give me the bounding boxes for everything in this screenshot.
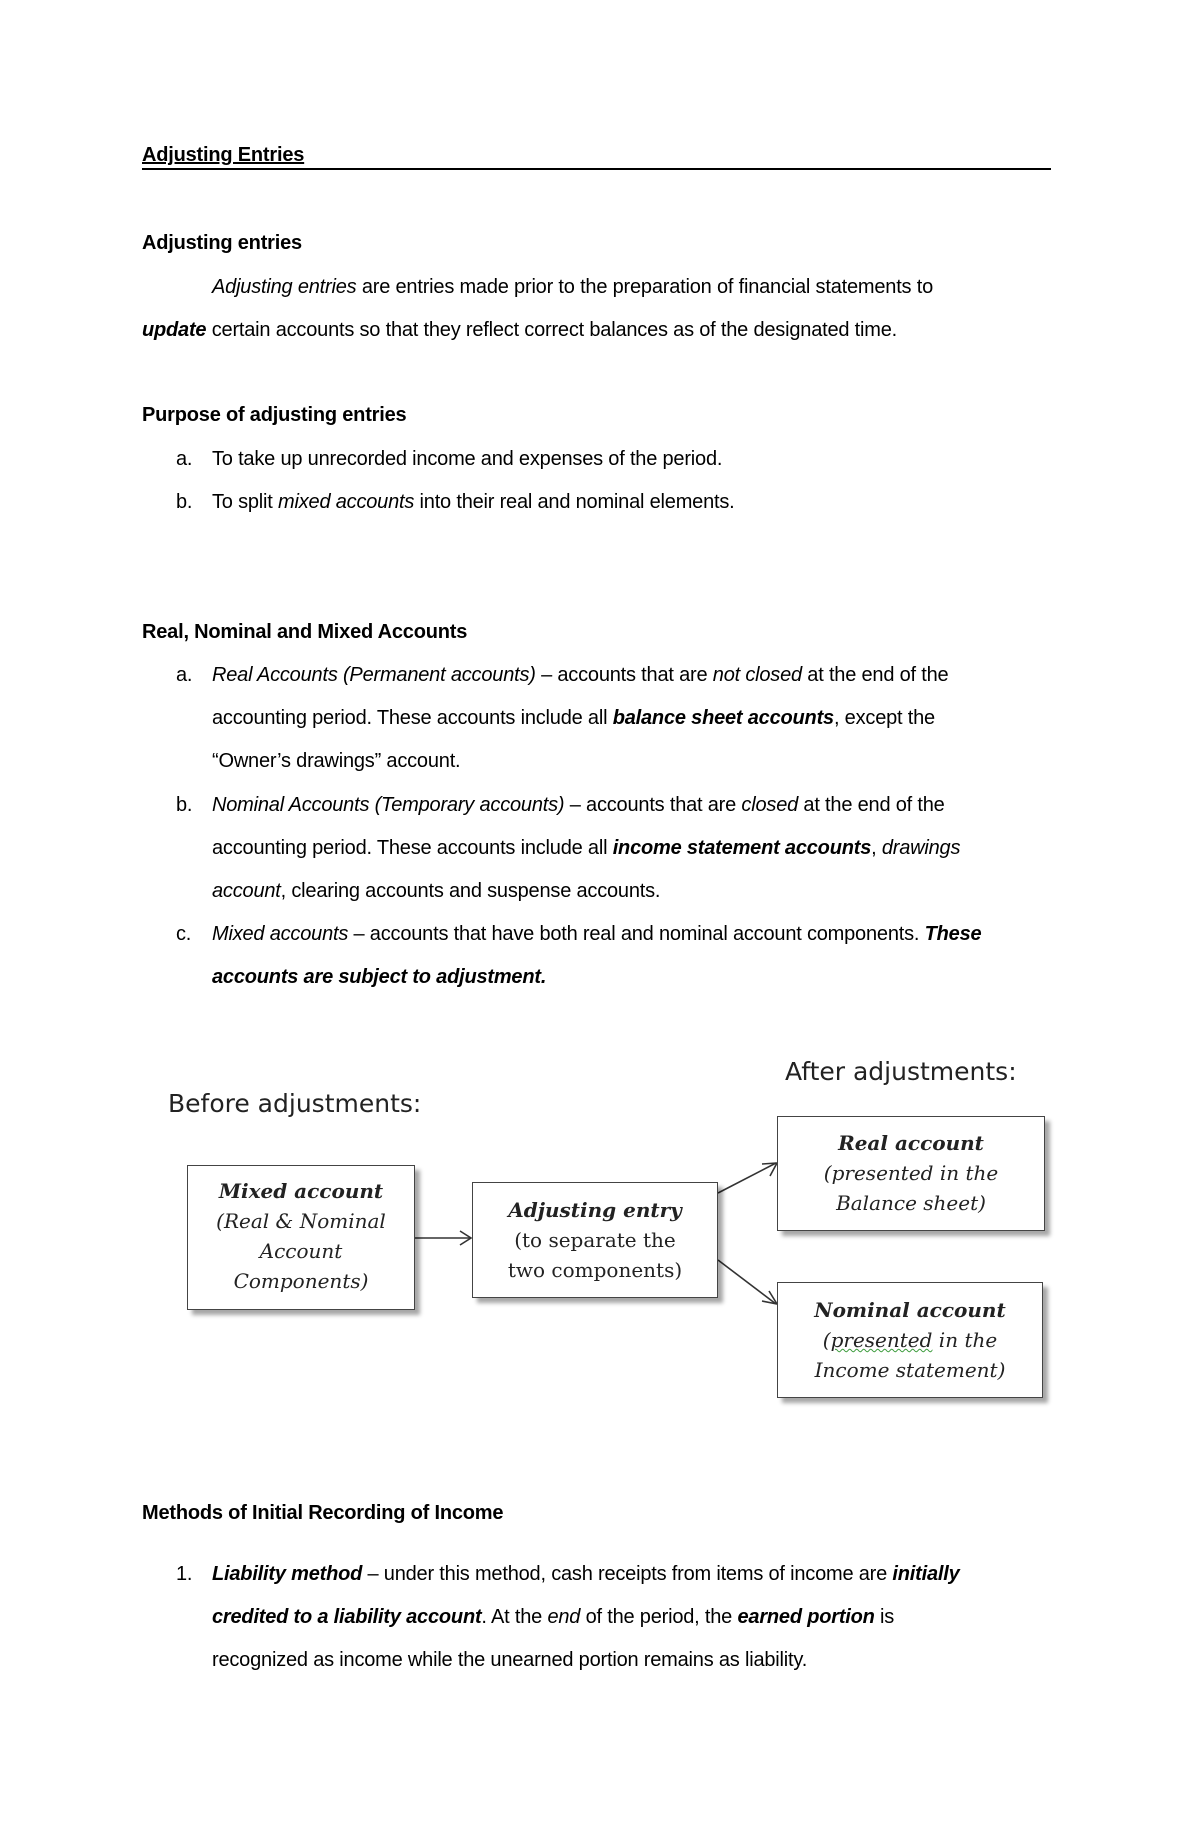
section-heading-adjusting-entries: Adjusting entries [142,232,302,254]
numbered-item-liability-line2 [212,1596,894,1639]
adjusting-entry-box [472,1182,718,1298]
box-title: Adjusting entry [508,1198,682,1222]
term-account: account [212,880,281,902]
box-line: (to separate the [514,1228,676,1252]
term-initially: initially [892,1563,960,1585]
list-marker: c. [176,923,192,945]
box-title: Real account [838,1131,984,1155]
text-fragment: in the [932,1328,998,1352]
term-not-closed: not closed [712,664,802,686]
section-heading-methods: Methods of Initial Recording of Income [142,1502,504,1524]
term-mixed-accounts: mixed accounts [278,491,415,513]
text-fragment: accounting period. These accounts include all [212,707,613,729]
section-heading-accounts: Real, Nominal and Mixed Accounts [142,621,468,643]
box-line: Income statement) [814,1358,1006,1382]
term-liability-method: Liability method [212,1563,363,1585]
emphasis-text: These [924,923,982,945]
text-fragment: , except the [833,707,935,729]
section-heading-purpose: Purpose of adjusting entries [142,404,407,426]
list-marker: a. [176,448,193,470]
definition-text-2: certain accounts so that they reflect correct balances as of the designated time. [206,319,898,341]
term-income-statement-accounts: income statement accounts [612,837,872,859]
box-line: Account [259,1239,343,1263]
list-item-text [212,1553,960,1596]
text-fragment: . At the [481,1606,548,1628]
list-marker: 1. [176,1563,193,1585]
text-fragment: accounting period. These accounts include all [212,837,613,859]
arrow-adjusting-to-real [718,1163,776,1193]
term-mixed-accounts: Mixed accounts [212,923,349,945]
text-fragment: , [871,837,882,859]
document-title: Adjusting Entries [142,144,305,166]
text-fragment: into their real and nominal elements. [414,491,735,513]
term-closed: closed [741,794,799,816]
nominal-account-box [777,1282,1043,1398]
list-marker: a. [176,664,193,686]
box-line: (Real & Nominal [216,1209,386,1233]
term-end: end [547,1606,581,1628]
box-line: Balance sheet) [836,1191,986,1215]
box-title: Nominal account [814,1298,1006,1322]
list-item-text: To take up unrecorded income and expenses of the period. [212,448,723,470]
text-fragment: To split [212,491,279,513]
list-item-real-line3: “Owner’s drawings” account. [212,750,461,772]
box-title: Mixed account [218,1179,384,1203]
term-earned-portion: earned portion [737,1606,875,1628]
text-fragment: – under this method, cash receipts from items of income are [362,1563,893,1585]
term-nominal-accounts: Nominal Accounts (Temporary accounts) [212,794,565,816]
term-drawings: drawings [881,837,961,859]
text-fragment: – accounts that are [535,664,713,686]
list-marker: b. [176,491,193,513]
text-fragment: of the period, the [580,1606,738,1628]
list-marker: b. [176,794,193,816]
box-line [778,1325,1042,1355]
term-balance-sheet-accounts: balance sheet accounts [612,707,834,729]
box-line: Components) [233,1269,369,1293]
box-line: two components) [507,1258,683,1282]
arrow-adjusting-to-nominal [718,1260,776,1304]
real-account-box [777,1116,1045,1231]
term-real-accounts: Real Accounts (Permanent accounts) [212,664,536,686]
text-fragment: at the end of the [801,664,949,686]
text-fragment: , clearing accounts and suspense accounts. [280,880,661,902]
definition-text-1: are entries made prior to the preparation of financial statements to [356,276,933,298]
term-adjusting-entries: Adjusting entries [212,276,357,298]
numbered-item-liability-line3: recognized as income while the unearned portion remains as liability. [212,1649,808,1671]
before-adjustments-label: Before adjustments: [168,1089,422,1118]
spellcheck-word: presented [830,1328,933,1352]
text-fragment: – accounts that have both real and nominal account components. [348,923,925,945]
term-credited-liability: credited to a liability account [212,1606,482,1628]
term-update: update [142,319,207,341]
box-line: (presented in the [823,1161,999,1185]
list-item-mixed-line2: accounts are subject to adjustment. [212,966,547,988]
text-fragment: ( [822,1328,831,1352]
text-fragment: is [874,1606,895,1628]
text-fragment: – accounts that are [564,794,742,816]
after-adjustments-label: After adjustments: [785,1057,1017,1086]
mixed-account-box [187,1165,415,1310]
text-fragment: at the end of the [798,794,945,816]
